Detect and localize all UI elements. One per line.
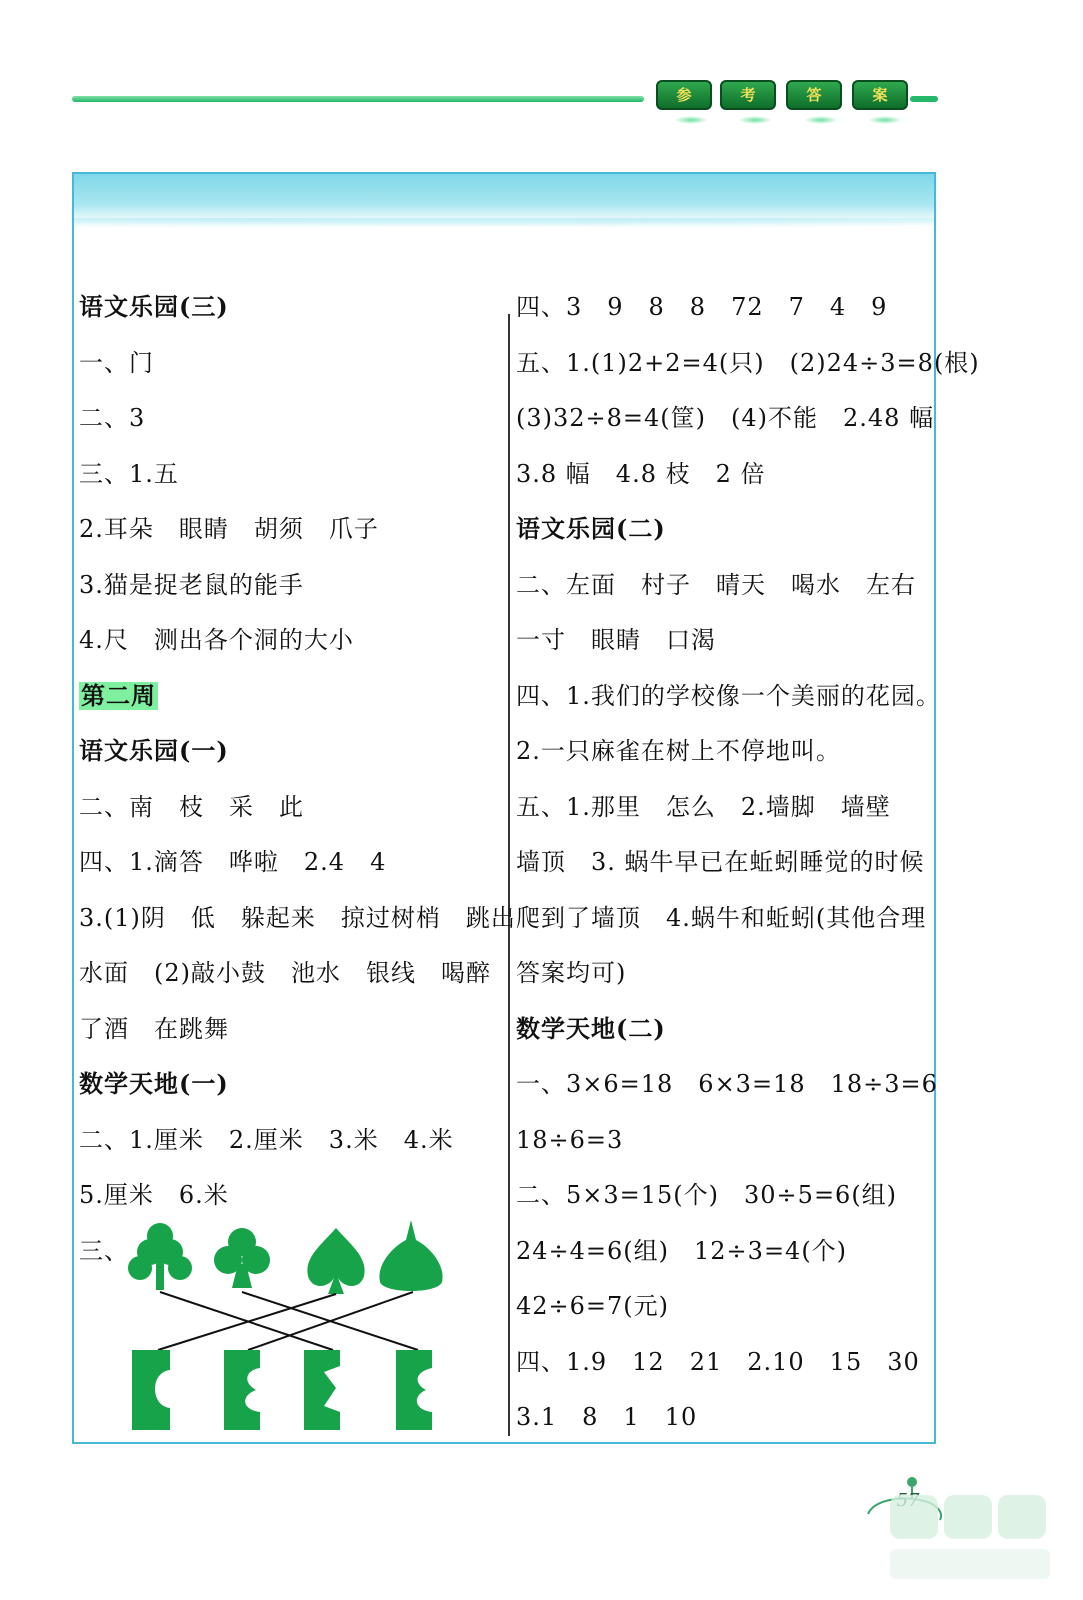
right-line: 四、1.9 12 21 2.10 15 30 [516,1347,920,1376]
left-line: 三、 [79,1236,129,1265]
left-line: 语文乐园(一) [79,736,229,765]
left-line: 二、3 [79,404,146,432]
block-4 [396,1350,432,1430]
watermark-logo [880,1475,1060,1595]
right-line: 四、1.我们的学校像一个美丽的花园。 [516,681,941,710]
column-divider [508,314,510,1436]
left-line: 4.尺 测出各个洞的大小 [79,626,354,654]
header-badge-1: 参 [656,80,712,110]
drop-shape [379,1220,442,1291]
right-line: 一寸 眼睛 口渴 [516,626,716,654]
week-tag: 第二周 [81,681,156,710]
left-line: 三、1.五 [79,459,179,488]
left-line: 3.(1)阴 低 躲起来 掠过树梢 跳出 [79,903,516,932]
matching-lines [158,1292,418,1350]
left-line: 一、门 [79,348,154,377]
left-line: 3.猫是捉老鼠的能手 [79,570,304,599]
left-line: 2.耳朵 眼睛 胡须 爪子 [79,515,379,543]
right-line: 42÷6=7(元) [516,1292,670,1320]
right-line: 四、3 9 8 8 72 7 4 9 [516,293,888,321]
right-line: 二、5×3=15(个) 30÷5=6(组) [516,1181,898,1209]
right-line: 数学天地(二) [516,1013,666,1043]
right-line: 二、左面 村子 晴天 喝水 左右 [516,570,916,599]
left-line: 了酒 在跳舞 [79,1014,229,1043]
right-line: 24÷4=6(组) 12÷3=4(个) [516,1236,848,1265]
left-line: 语文乐园(三) [79,292,229,321]
header-rule-tail [910,96,938,102]
left-line: 四、1.滴答 哗啦 2.4 4 [79,848,387,876]
right-line: 一、3×6=18 6×3=18 18÷3=6 [516,1070,938,1098]
header-rule [72,96,644,102]
right-line: (3)32÷8=4(筐) (4)不能 2.48 幅 [516,404,935,432]
right-line: 五、1.(1)2+2=4(只) (2)24÷3=8(根) [516,348,980,377]
left-line: 二、南 枝 采 此 [79,792,304,821]
right-line: 18÷6=3 [516,1125,624,1154]
right-line: 答案均可) [516,959,627,987]
block-2 [224,1350,260,1430]
right-line: 3.1 8 1 10 [516,1403,698,1431]
block-1 [132,1350,170,1430]
left-line: 水面 (2)敲小鼓 池水 银线 喝醉 [79,959,491,987]
panel-top-wash [74,174,934,224]
header-badge-4: 案 [852,80,908,110]
week-heading [79,681,158,711]
right-line: 墙顶 3. 蜗牛早已在蚯蚓睡觉的时候 [516,848,925,876]
right-line: 五、1.那里 怎么 2.墙脚 墙壁 [516,792,891,821]
header-badge-2: 考 [720,80,776,110]
right-line: 语文乐园(二) [516,514,666,543]
left-line: 二、1.厘米 2.厘米 3.米 4.米 [79,1125,454,1154]
clover-shape [128,1223,192,1290]
header-badge-3: 答 [786,80,842,110]
badge-shadow [738,116,772,124]
badge-shadow [804,116,838,124]
badge-shadow [674,116,708,124]
badge-shadow [868,116,902,124]
right-line: 2.一只麻雀在树上不停地叫。 [516,737,841,765]
spade-shape [307,1228,364,1294]
block-3 [304,1350,340,1430]
shape-matching-figure [128,1220,448,1435]
left-line: 5.厘米 6.米 [79,1181,229,1209]
club-shape [214,1228,270,1288]
right-line: 爬到了墙顶 4.蜗牛和蚯蚓(其他合理 [516,903,927,932]
left-line: 数学天地(一) [79,1069,229,1098]
right-line: 3.8 幅 4.8 枝 2 倍 [516,459,766,488]
